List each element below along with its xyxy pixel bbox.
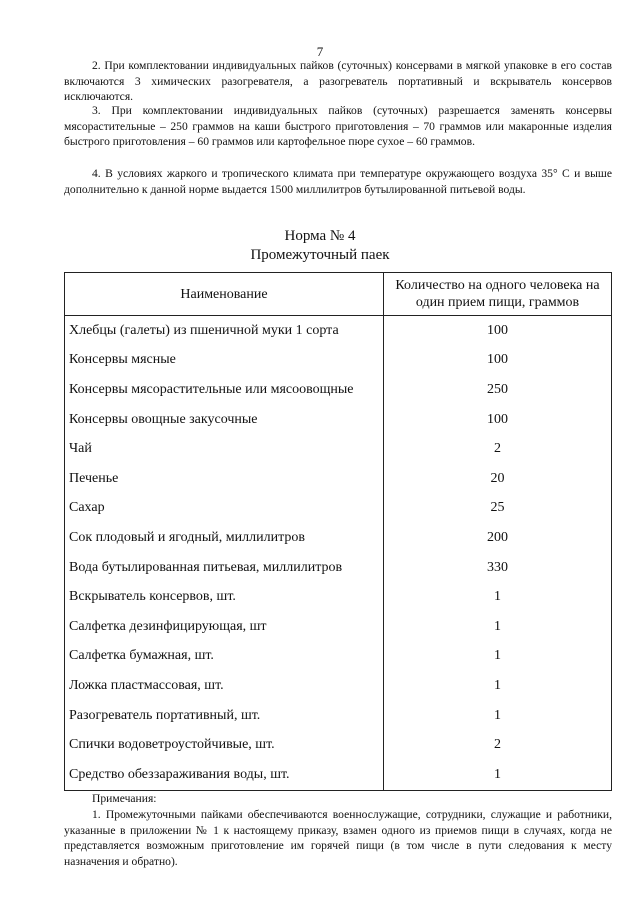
table-row — [65, 434, 612, 464]
item-quantity-cell: 100 — [384, 405, 612, 435]
page-number: 7 — [316, 44, 324, 59]
item-name-cell: Консервы овощные закусочные — [65, 405, 384, 435]
table-row — [65, 582, 612, 612]
item-quantity-cell: 25 — [384, 494, 612, 524]
item-name-cell: Печенье — [65, 464, 384, 494]
item-quantity-cell: 2 — [384, 730, 612, 760]
paragraph-item-3: 3. При комплектовании индивидуальных пайков (суточных) разрешается заменять консервы мясорастительные – 250 граммов на каши быстрого приготовления – 70 граммов или макаронные изделия быстрого приготовления – 60 граммов или картофельное пюре сухое – 60 граммов. — [64, 104, 612, 148]
table-row — [65, 375, 612, 405]
item-quantity-cell: 1 — [384, 671, 612, 701]
table-body — [65, 316, 612, 791]
item-quantity-cell: 2 — [384, 434, 612, 464]
table-row — [65, 494, 612, 524]
table-row — [65, 730, 612, 760]
norm-title: Норма № 4 — [284, 228, 356, 244]
item-name-cell: Салфетка бумажная, шт. — [65, 642, 384, 672]
table-row — [65, 553, 612, 583]
item-quantity-cell: 200 — [384, 523, 612, 553]
table-row — [65, 642, 612, 672]
item-name-cell: Сахар — [65, 494, 384, 524]
item-name-cell: Средство обеззараживания воды, шт. — [65, 760, 384, 790]
item-quantity-cell: 1 — [384, 701, 612, 731]
item-name-cell: Сок плодовый и ягодный, миллилитров — [65, 523, 384, 553]
note-item: 1. Промежуточными пайками обеспечиваются военнослужащие, сотрудники, служащие и работники, указанные в приложении № 1 к настоящему приказу, взамен одного из приемов пищи в случаях, когда не представляется возможным приготовление им горячей пищи (в том числе в пути следования к месту назначения и обратно). — [64, 808, 612, 868]
table-row — [65, 405, 612, 435]
table-row — [65, 523, 612, 553]
table-row — [65, 760, 612, 790]
table-row — [65, 701, 612, 731]
paragraph-item-4: 4. В условиях жаркого и тропического климата при температуре окружающего воздуха 35° С и выше дополнительно к данной норме выдается 1500 миллилитров бутылированной питьевой воды. — [64, 167, 612, 196]
table-row — [65, 612, 612, 642]
item-name-cell: Разогреватель портативный, шт. — [65, 701, 384, 731]
column-header-quantity: Количество на одного человека на один прием пищи, граммов — [384, 273, 612, 316]
item-quantity-cell: 1 — [384, 642, 612, 672]
column-header-name: Наименование — [65, 273, 384, 316]
item-name-cell: Хлебцы (галеты) из пшеничной муки 1 сорта — [65, 316, 384, 346]
notes-heading: Примечания: — [92, 792, 157, 805]
item-quantity-cell: 1 — [384, 612, 612, 642]
item-name-cell: Салфетка дезинфицирующая, шт — [65, 612, 384, 642]
item-name-cell: Вода бутылированная питьевая, миллилитров — [65, 553, 384, 583]
item-name-cell: Спички водоветроустойчивые, шт. — [65, 730, 384, 760]
item-quantity-cell: 250 — [384, 375, 612, 405]
table-row — [65, 464, 612, 494]
item-quantity-cell: 100 — [384, 316, 612, 346]
item-quantity-cell: 20 — [384, 464, 612, 494]
item-name-cell: Консервы мясорастительные или мясоовощные — [65, 375, 384, 405]
table-row — [65, 671, 612, 701]
item-quantity-cell: 1 — [384, 760, 612, 790]
item-name-cell: Консервы мясные — [65, 346, 384, 376]
table-row — [65, 316, 612, 346]
paragraph-item-2: 2. При комплектовании индивидуальных пайков (суточных) консервами в мягкой упаковке в его состав включаются 3 химических разогревателя, а разогреватель портативный и вскрыватель консервов исключаются. — [64, 59, 612, 103]
item-quantity-cell: 1 — [384, 582, 612, 612]
item-name-cell: Вскрыватель консервов, шт. — [65, 582, 384, 612]
ration-table — [64, 272, 612, 791]
item-quantity-cell: 330 — [384, 553, 612, 583]
table-header-row — [65, 273, 612, 316]
item-name-cell: Чай — [65, 434, 384, 464]
table-row — [65, 346, 612, 376]
item-name-cell: Ложка пластмассовая, шт. — [65, 671, 384, 701]
norm-subtitle: Промежуточный паек — [250, 247, 390, 263]
item-quantity-cell: 100 — [384, 346, 612, 376]
